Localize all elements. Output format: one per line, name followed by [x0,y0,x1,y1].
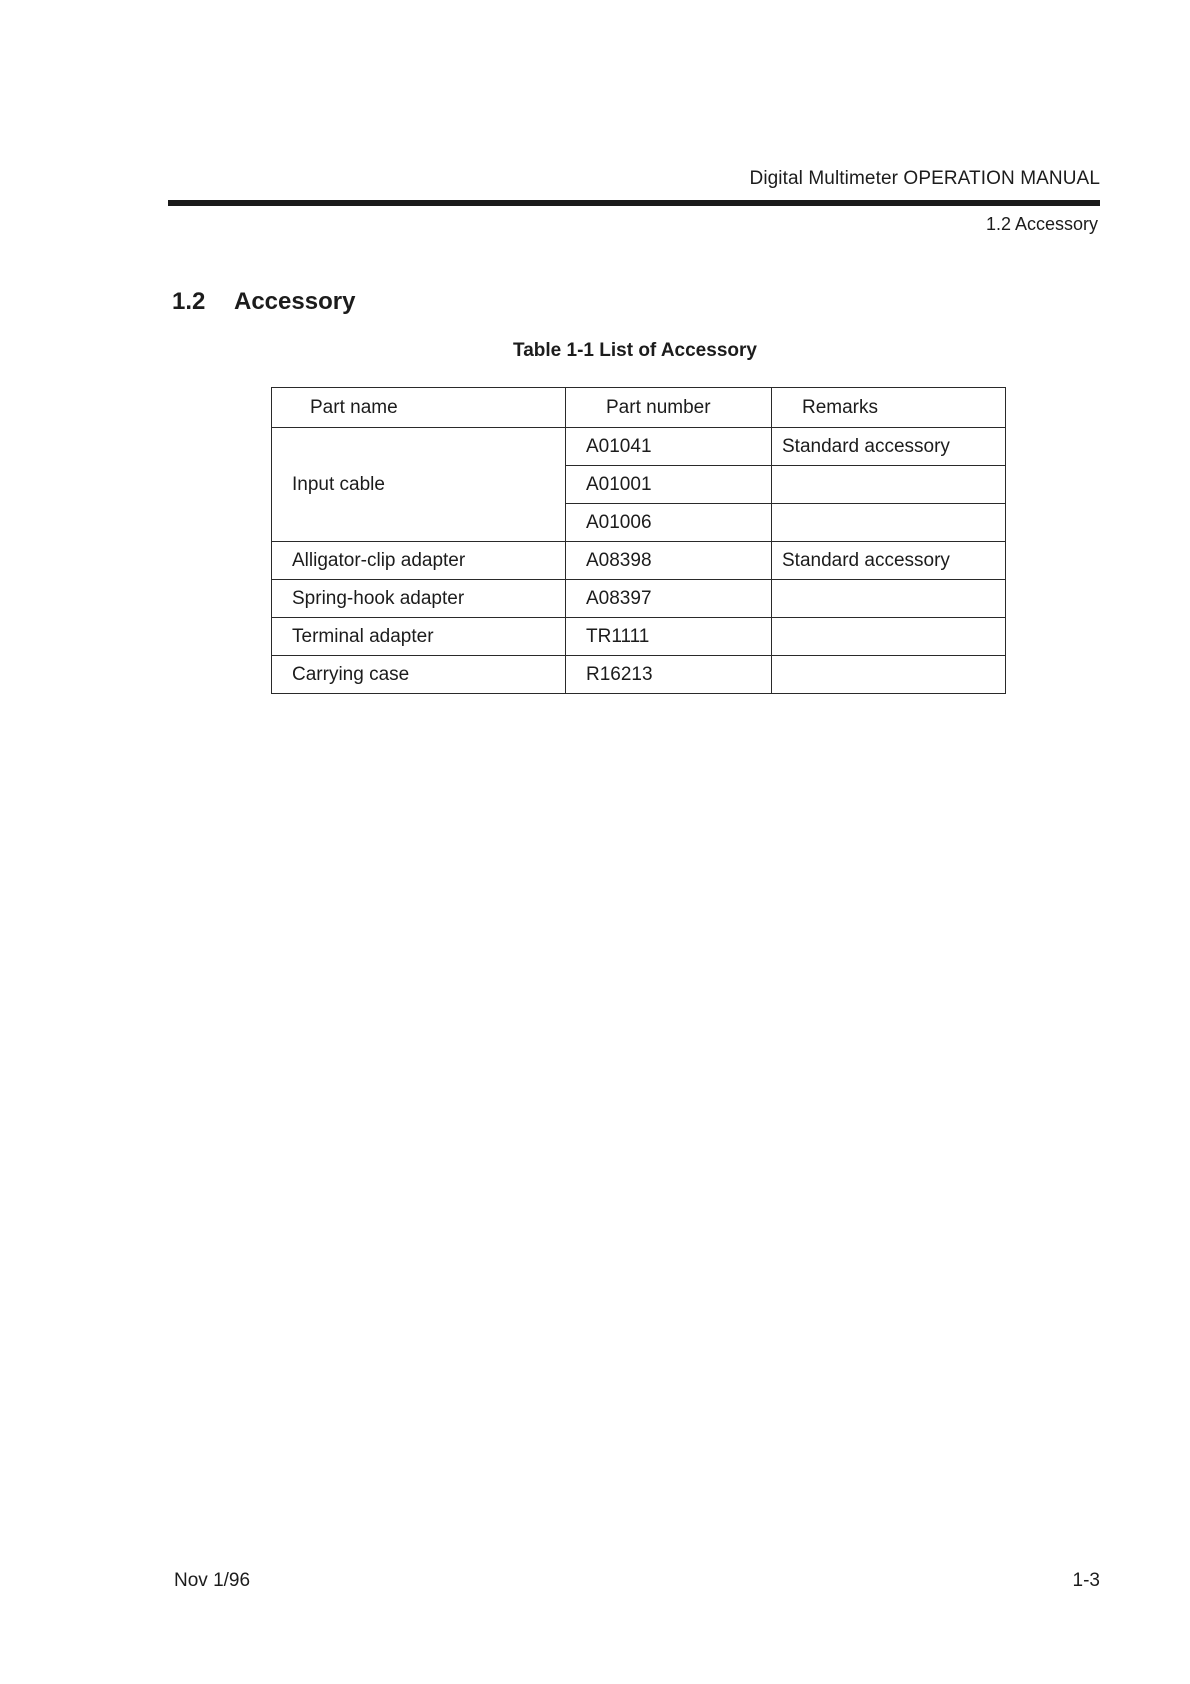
table-row [272,656,1006,694]
part-number-cell: A01006 [566,504,772,542]
part-number-cell: R16213 [566,656,772,694]
page-number: 1-3 [1072,1570,1100,1591]
part-number-cell: A01001 [566,466,772,504]
part-number-cell: A08398 [566,542,772,580]
section-heading [172,288,355,316]
remarks-cell: Standard accessory [772,428,1006,466]
remarks-cell [772,656,1006,694]
remarks-cell: Standard accessory [772,542,1006,580]
part-number-cell: TR1111 [566,618,772,656]
footer-date: Nov 1/96 [174,1570,251,1591]
part-name-cell: Carrying case [272,656,566,694]
header-rule [168,200,1100,206]
table-header-row [272,388,1006,428]
table-caption: Table 1-1 List of Accessory [513,340,757,361]
running-title: Digital Multimeter OPERATION MANUAL [749,168,1100,189]
part-name-cell: Input cable [272,428,566,542]
part-name-cell: Terminal adapter [272,618,566,656]
section-title: Accessory [234,288,356,315]
table-row [272,542,1006,580]
table-row [272,580,1006,618]
part-number-cell: A08397 [566,580,772,618]
remarks-cell [772,466,1006,504]
part-name-cell: Spring-hook adapter [272,580,566,618]
remarks-cell [772,580,1006,618]
table-row [272,428,1006,466]
running-section: 1.2 Accessory [985,214,1098,234]
column-header-part-number: Part number [566,388,772,428]
remarks-cell [772,618,1006,656]
column-header-part-name: Part name [272,388,566,428]
remarks-cell [772,504,1006,542]
section-number: 1.2 [172,288,206,315]
part-number-cell: A01041 [566,428,772,466]
column-header-remarks: Remarks [772,388,1006,428]
part-name-cell: Alligator-clip adapter [272,542,566,580]
accessory-table [271,387,1006,694]
table-row [272,618,1006,656]
